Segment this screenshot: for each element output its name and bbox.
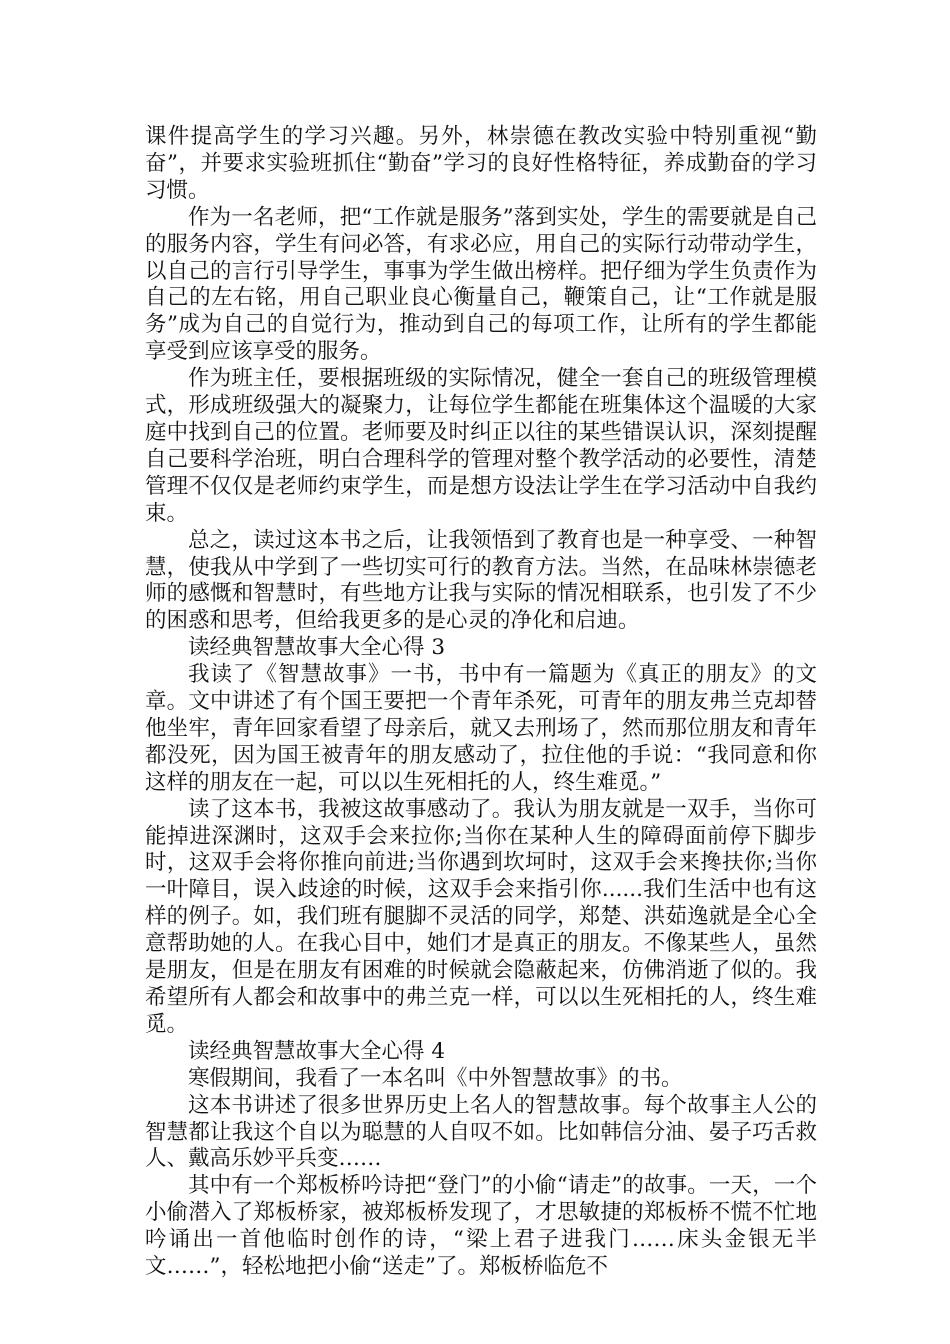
section-heading-3: 读经典智慧故事大全心得 3 [188,635,446,661]
paragraph-class-teacher: 作为班主任，要根据班级的实际情况，健全一套自己的班级管理模式，形成班级强大的凝聚力，让每位学生都能在班集体这个温暖的大家庭中找到自己的位置。老师要及时纠正以往的某些错误认识，深刻提醒自己要科学治班，明白合理科学的管理对整个教学活动的必要性，清楚管理不仅仅是老师约束学生，而是想方设法让学生在学习活动中自我约束。 [145,366,817,526]
paragraph-continuation: 课件提高学生的学习兴趣。另外，林崇德在教改实验中特别重视“勤奋”，并要求实验班抓住“勤奋”学习的良好性格特征，养成勤奋的学习习惯。 [145,124,817,203]
section-heading-4: 读经典智慧故事大全心得 4 [188,1038,446,1064]
paragraph-friend-reflection: 读了这本书，我被这故事感动了。我认为朋友就是一双手，当你可能掉进深渊时，这双手会来拉你;当你在某种人生的障碍面前停下脚步时，这双手会将你推向前进;当你遇到坎坷时，这双手会来搀扶你;当你一叶障目，误入歧途的时候，这双手会来指引你......我们生活中也有这样的例子。如，我们班有腿脚不灵活的同学，郑楚、洪茹逸就是全心全意帮助她的人。在我心目中，她们才是真正的朋友。不像某些人，虽然是朋友，但是在朋友有困难的时候就会隐蔽起来，仿佛消逝了似的。我希望所有人都会和故事中的弗兰克一样，可以以生死相托的人，终生难觅。 [145,796,817,1037]
document-page [145,124,817,1281]
paragraph-true-friend: 我读了《智慧故事》一书，书中有一篇题为《真正的朋友》的文章。文中讲述了有个国王要把一个青年杀死，可青年的朋友弗兰克却替他坐牢，青年回家看望了母亲后，就又去刑场了，然而那位朋友和青年都没死，因为国王被青年的朋友感动了，拉住他的手说：“我同意和你这样的朋友在一起，可以以生死相托的人，终生难觅。” [145,662,817,795]
paragraph-conclusion: 总之，读过这本书之后，让我领悟到了教育也是一种享受、一种智慧，使我从中学到了一些切实可行的教育方法。当然，在品味林崇德老师的感慨和智慧时，有些地方让我与实际的情况相联系，也引发了不少的困惑和思考，但给我更多的是心灵的净化和启迪。 [145,527,817,634]
paragraph-book-summary: 这本书讲述了很多世界历史上名人的智慧故事。每个故事主人公的智慧都让我这个自以为聪慧的人自叹不如。比如韩信分油、晏子巧舌救人、戴高乐妙平兵变…… [145,1092,817,1172]
paragraph-zheng-banqiao: 其中有一个郑板桥吟诗把“登门”的小偷“请走”的故事。一天，一个小偷潜入了郑板桥家，被郑板桥发现了，才思敏捷的郑板桥不慌不忙地吟诵出一首他临时创作的诗，“梁上君子进我门……床头金银无半文……”，轻松地把小偷“送走”了。郑板桥临危不 [145,1173,817,1280]
paragraph-service: 作为一名老师，把“工作就是服务”落到实处，学生的需要就是自己的服务内容，学生有问必答，有求必应，用自己的实际行动带动学生，以自己的言行引导学生，事事为学生做出榜样。把仔细为学生负责作为自己的左右铭，用自己职业良心衡量自己，鞭策自己，让“工作就是服务”成为自己的自觉行为，推动到自己的每项工作，让所有的学生都能享受到应该享受的服务。 [145,204,817,365]
paragraph-winter-break: 寒假期间，我看了一本名叫《中外智慧故事》的书。 [188,1065,683,1091]
